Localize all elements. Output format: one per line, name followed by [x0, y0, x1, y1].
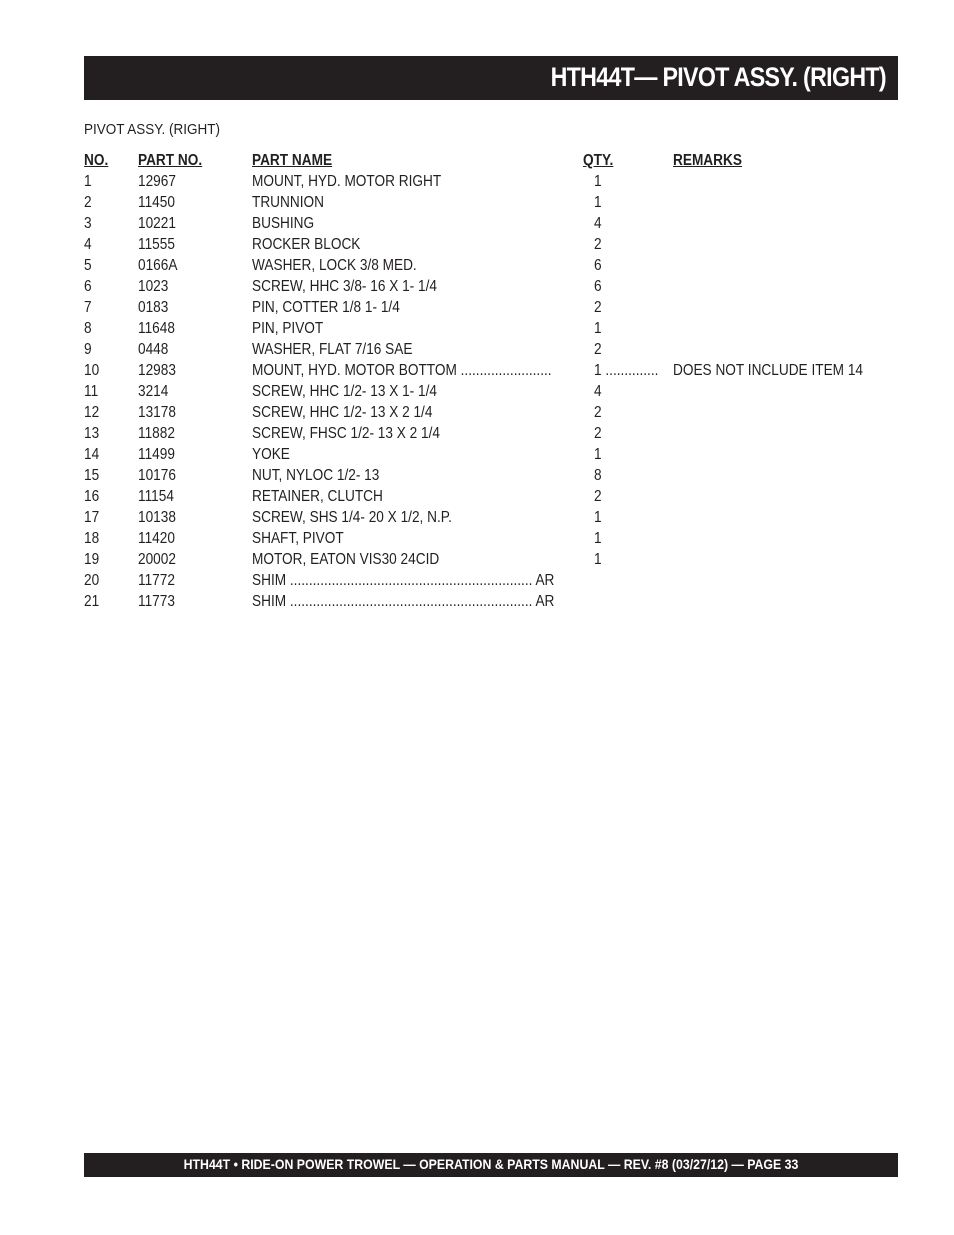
- part-number: 3214: [138, 383, 169, 400]
- table-row: [84, 255, 904, 276]
- item-number: 15: [84, 467, 100, 484]
- quantity: 4: [594, 215, 602, 232]
- table-row: [84, 402, 904, 423]
- title-bar: [84, 56, 898, 100]
- remarks: DOES NOT INCLUDE ITEM 14: [673, 362, 863, 379]
- part-number: 12967: [138, 173, 176, 190]
- part-name: BUSHING: [252, 215, 315, 232]
- part-number: 11450: [138, 194, 175, 211]
- table-row: [84, 234, 904, 255]
- table-row: [84, 507, 904, 528]
- part-name: SCREW, HHC 1/2- 13 X 2 1/4: [252, 404, 433, 421]
- quantity: 2: [594, 425, 602, 442]
- quantity: 1: [594, 509, 602, 526]
- quantity: 8: [594, 467, 602, 484]
- part-number: 11499: [138, 446, 175, 463]
- item-number: 2: [84, 194, 92, 211]
- item-number: 11: [84, 383, 99, 400]
- part-number: 12983: [138, 362, 176, 379]
- table-header: [84, 150, 904, 171]
- header-part-no: PART NO.: [138, 152, 203, 169]
- table-row: [84, 381, 904, 402]
- item-number: 8: [84, 320, 92, 337]
- quantity: 2: [594, 404, 602, 421]
- part-number: 11555: [138, 236, 175, 253]
- quantity: 1: [594, 446, 602, 463]
- item-number: 1: [84, 173, 92, 190]
- quantity: 4: [594, 383, 602, 400]
- quantity: 1: [594, 173, 602, 190]
- part-name: MOUNT, HYD. MOTOR RIGHT: [252, 173, 442, 190]
- part-name: TRUNNION: [252, 194, 324, 211]
- item-number: 21: [84, 593, 100, 610]
- header-no: NO.: [84, 152, 109, 169]
- part-number: 10221: [138, 215, 176, 232]
- quantity: 1 ..............: [594, 362, 659, 379]
- section-label: PIVOT ASSY. (RIGHT): [84, 121, 221, 138]
- header-remarks: REMARKS: [673, 152, 742, 169]
- part-number: 11772: [138, 572, 175, 589]
- page-title: HTH44T— PIVOT ASSY. (RIGHT): [550, 62, 886, 92]
- parts-table: [84, 150, 904, 612]
- item-number: 17: [84, 509, 100, 526]
- part-name: SCREW, FHSC 1/2- 13 X 2 1/4: [252, 425, 441, 442]
- header-qty: QTY.: [583, 152, 614, 169]
- part-number: 11154: [138, 488, 174, 505]
- item-number: 12: [84, 404, 100, 421]
- table-row: [84, 276, 904, 297]
- table-row: [84, 549, 904, 570]
- quantity: 2: [594, 341, 602, 358]
- header-part-name: PART NAME: [252, 152, 333, 169]
- part-number: 0166A: [138, 257, 178, 274]
- part-name: WASHER, LOCK 3/8 MED.: [252, 257, 417, 274]
- table-row: [84, 444, 904, 465]
- table-row: [84, 171, 904, 192]
- item-number: 19: [84, 551, 100, 568]
- footer-text: HTH44T • RIDE-ON POWER TROWEL — OPERATION & PARTS MANUAL — REV. #8 (03/27/12) — PAGE 33: [183, 1156, 799, 1172]
- quantity: 1: [594, 320, 602, 337]
- part-name: WASHER, FLAT 7/16 SAE: [252, 341, 413, 358]
- quantity: 2: [594, 299, 602, 316]
- part-name: MOUNT, HYD. MOTOR BOTTOM ........................: [252, 362, 552, 379]
- quantity: 1: [594, 194, 602, 211]
- item-number: 20: [84, 572, 100, 589]
- part-number: 11773: [138, 593, 175, 610]
- table-row: [84, 486, 904, 507]
- part-name: PIN, PIVOT: [252, 320, 324, 337]
- table-row: [84, 528, 904, 549]
- part-number: 13178: [138, 404, 176, 421]
- part-name: SHIM ................................................................ AR: [252, 593, 555, 610]
- part-name: YOKE: [252, 446, 290, 463]
- part-number: 1023: [138, 278, 169, 295]
- table-row: [84, 465, 904, 486]
- part-number: 0448: [138, 341, 169, 358]
- item-number: 13: [84, 425, 100, 442]
- item-number: 18: [84, 530, 100, 547]
- item-number: 10: [84, 362, 100, 379]
- part-name: SCREW, SHS 1/4- 20 X 1/2, N.P.: [252, 509, 452, 526]
- part-name: PIN, COTTER 1/8 1- 1/4: [252, 299, 400, 316]
- table-row: [84, 360, 904, 381]
- quantity: 2: [594, 488, 602, 505]
- part-name: SCREW, HHC 1/2- 13 X 1- 1/4: [252, 383, 437, 400]
- part-name: SCREW, HHC 3/8- 16 X 1- 1/4: [252, 278, 437, 295]
- item-number: 3: [84, 215, 92, 232]
- quantity: 6: [594, 278, 602, 295]
- part-name: ROCKER BLOCK: [252, 236, 361, 253]
- table-row: [84, 570, 904, 591]
- quantity: 1: [594, 530, 602, 547]
- quantity: 6: [594, 257, 602, 274]
- part-number: 11648: [138, 320, 175, 337]
- table-row: [84, 423, 904, 444]
- table-row: [84, 318, 904, 339]
- item-number: 4: [84, 236, 92, 253]
- part-number: 20002: [138, 551, 176, 568]
- quantity: 1: [594, 551, 602, 568]
- part-name: SHAFT, PIVOT: [252, 530, 344, 547]
- part-name: RETAINER, CLUTCH: [252, 488, 383, 505]
- part-number: 11420: [138, 530, 175, 547]
- item-number: 7: [84, 299, 92, 316]
- table-row: [84, 192, 904, 213]
- quantity: 2: [594, 236, 602, 253]
- part-number: 10176: [138, 467, 176, 484]
- item-number: 9: [84, 341, 92, 358]
- part-number: 0183: [138, 299, 169, 316]
- part-number: 11882: [138, 425, 175, 442]
- part-number: 10138: [138, 509, 176, 526]
- part-name: SHIM ................................................................ AR: [252, 572, 555, 589]
- part-name: NUT, NYLOC 1/2- 13: [252, 467, 380, 484]
- item-number: 6: [84, 278, 92, 295]
- table-row: [84, 213, 904, 234]
- table-row: [84, 339, 904, 360]
- part-name: MOTOR, EATON VIS30 24CID: [252, 551, 440, 568]
- item-number: 5: [84, 257, 92, 274]
- footer-bar: [84, 1153, 898, 1177]
- item-number: 16: [84, 488, 100, 505]
- table-row: [84, 297, 904, 318]
- table-row: [84, 591, 904, 612]
- item-number: 14: [84, 446, 100, 463]
